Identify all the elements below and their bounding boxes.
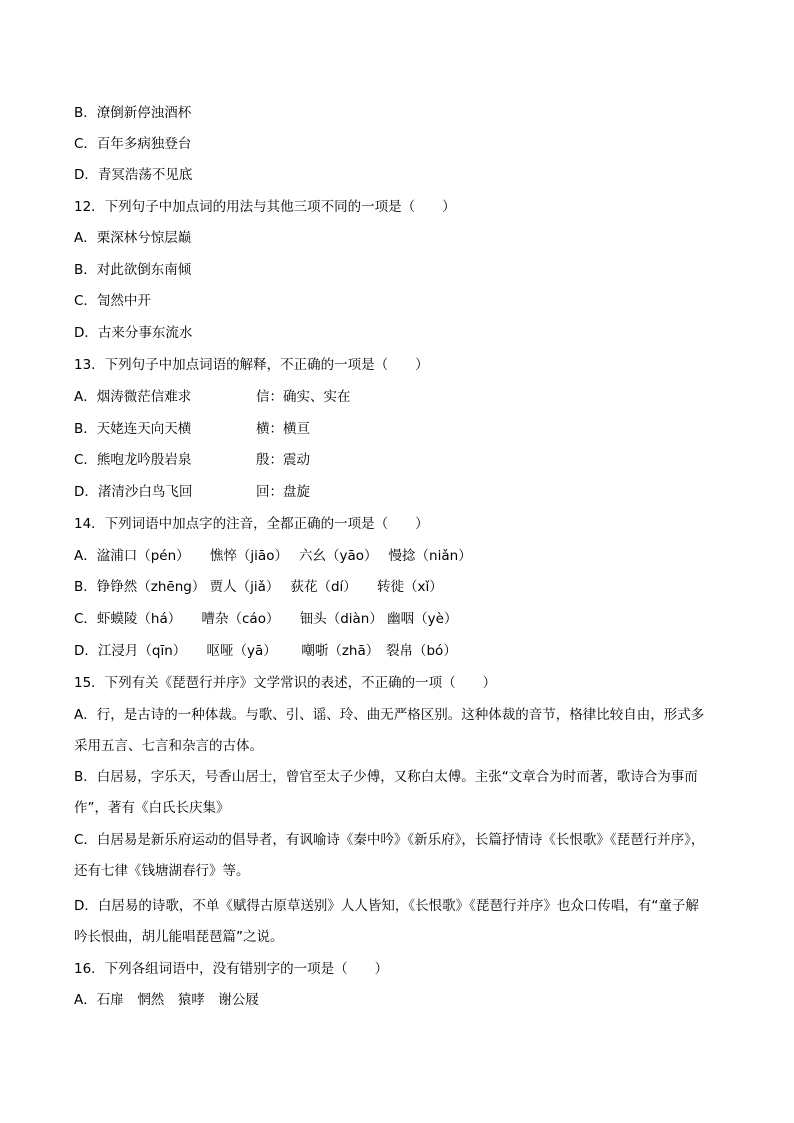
question-16-stem: 16．下列各组词语中，没有错别字的一项是（ ）: [74, 961, 389, 977]
q13-a-gloss: 信：确实、实在: [256, 389, 351, 405]
q15-option-b-line1: B．白居易，字乐天，号香山居士，曾官至太子少傅，又称白太傅。主张“文章合为时而著，歌诗合为事而: [74, 769, 698, 785]
q15-option-c-line1: C．白居易是新乐府运动的倡导者，有讽喻诗《秦中吟》《新乐府》，长篇抒情诗《长恨歌》《琵琶行并序》，: [74, 832, 705, 848]
q13-option-d: [74, 483, 534, 501]
q14-option-d: D．江浸月（qīn） 呕哑（yā） 嘲哳（zhā） 裂帛（bó）: [74, 643, 457, 659]
q13-c-phrase: C．熊咆龙吟殷岩泉: [74, 452, 192, 468]
q12-option-b: B．对此欲倒东南倾: [74, 262, 192, 278]
q15-option-a-line1: A．行，是古诗的一种体裁。与歌、引、谣、玲、曲无严格区别。这种体裁的音节，格律比较自由，形式多: [74, 707, 705, 723]
question-13-stem: 13．下列句子中加点词语的解释，不正确的一项是（ ）: [74, 357, 429, 373]
q12-option-c: C．訇然中开: [74, 293, 151, 309]
question-14-stem: 14．下列词语中加点字的注音，全都正确的一项是（ ）: [74, 516, 429, 532]
q16-option-a: A．石扉 惘然 猿哮 谢公屐: [74, 992, 259, 1008]
q11-option-b: B．潦倒新停浊酒杯: [74, 105, 192, 121]
q15-option-c-line2: 还有七律《钱塘湖春行》等。: [74, 863, 250, 879]
q15-option-d-line1: D．白居易的诗歌，不单《赋得古原草送别》人人皆知，《长恨歌》《琵琶行并序》也众口传唱，有“童子解: [74, 898, 699, 914]
q15-option-a-line2: 采用五言、七言和杂言的古体。: [74, 738, 263, 754]
q13-a-phrase: A．烟涛微茫信难求: [74, 389, 192, 405]
q12-option-d: D．古来分事东流水: [74, 325, 193, 341]
q11-option-c: C．百年多病独登台: [74, 136, 192, 152]
q13-option-c: [74, 451, 534, 469]
q13-d-phrase: D．渚清沙白鸟飞回: [74, 484, 193, 500]
question-15-stem: 15．下列有关《琵琶行并序》文学常识的表述，不正确的一项（ ）: [74, 675, 497, 691]
q15-option-b-line2: 作”，著有《白氏长庆集》: [74, 800, 230, 816]
q13-b-phrase: B．天姥连天向天横: [74, 421, 192, 437]
q13-c-gloss: 殷：震动: [256, 452, 310, 468]
q15-option-d-line2: 吟长恨曲，胡儿能唱琵琶篇”之说。: [74, 929, 284, 945]
q12-option-a: A．栗深林兮惊层巅: [74, 230, 192, 246]
q13-b-gloss: 横：横亘: [256, 421, 310, 437]
q11-option-d: D．青冥浩荡不见底: [74, 167, 193, 183]
question-12-stem: 12．下列句子中加点词的用法与其他三项不同的一项是（ ）: [74, 199, 456, 215]
q13-d-gloss: 回：盘旋: [256, 484, 310, 500]
q13-option-a: [74, 388, 534, 406]
q13-option-b: [74, 420, 534, 438]
q14-option-c: C．虾蟆陵（há） 嘈杂（cáo） 钿头（diàn） 幽咽（yè）: [74, 611, 458, 627]
q14-option-a: A．湓浦口（pén） 憔悴（jiāo） 六幺（yāo） 慢捻（niǎn）: [74, 548, 472, 564]
q14-option-b: B．铮铮然（zhēng） 贾人（jiǎ） 荻花（dí） 转徙（xǐ）: [74, 579, 443, 595]
